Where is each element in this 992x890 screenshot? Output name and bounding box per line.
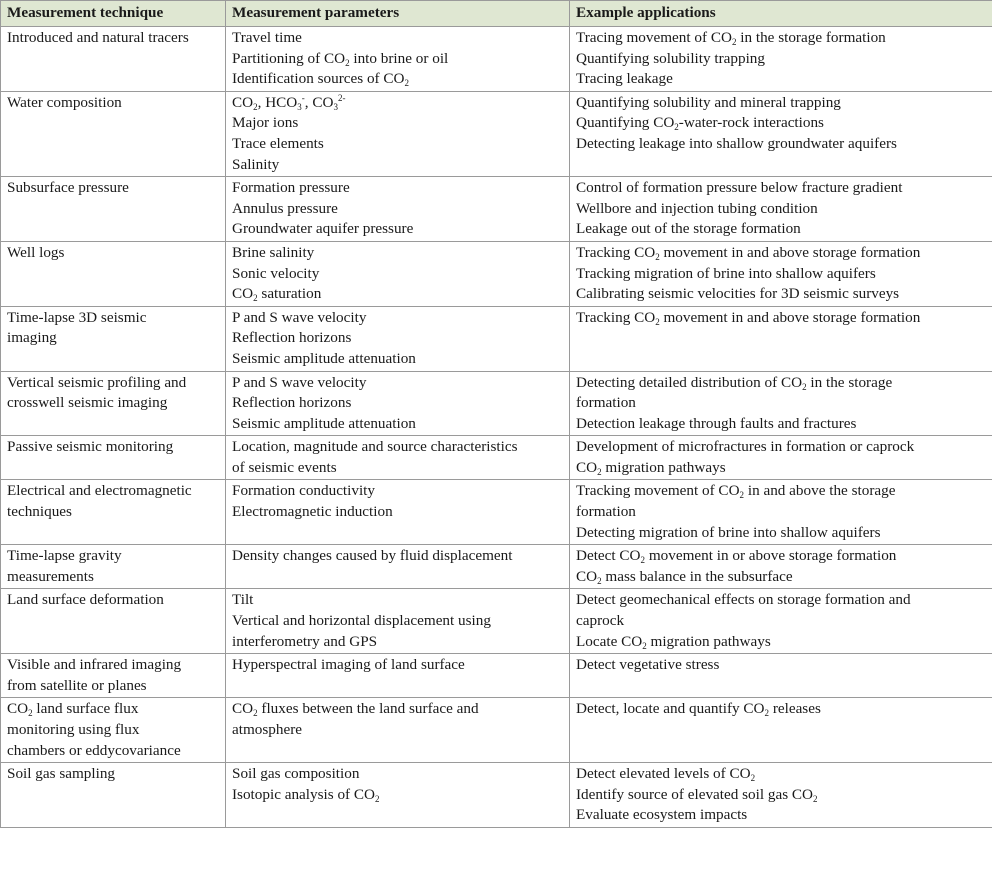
- applications-cell: [570, 306, 992, 371]
- parameters-line: Brine salinity: [232, 243, 315, 261]
- parameters-line: Reflection horizons: [232, 394, 352, 412]
- technique-cell: [1, 371, 226, 436]
- applications-cell: [570, 371, 992, 436]
- parameters-line: Soil gas composition: [232, 765, 360, 783]
- applications-line: $CO_2$ mass balance in the subsurface: [576, 567, 793, 586]
- parameters-line: Vertical and horizontal displacement using: [232, 612, 491, 630]
- table-row: [1, 763, 992, 828]
- table-row: [1, 480, 992, 545]
- parameters-cell: [226, 241, 570, 306]
- technique-line: imaging: [7, 329, 57, 347]
- applications-line: Tracking movement of $CO_2$ in and above the storage: [576, 482, 896, 501]
- parameters-line: Hyperspectral imaging of land surface: [232, 656, 465, 674]
- applications-line: Quantifying $CO_2-water$-rock interactions: [576, 114, 824, 133]
- parameters-line: Formation pressure: [232, 179, 350, 197]
- technique-line: Well logs: [7, 243, 65, 261]
- applications-line: Identify source of elevated soil gas $CO_2$: [576, 785, 818, 804]
- parameters-line: Sonic velocity: [232, 264, 320, 282]
- applications-line: $CO_2$ migration pathways: [576, 458, 726, 477]
- technique-line: techniques: [7, 503, 72, 521]
- technique-line: Electrical and electromagnetic: [7, 482, 192, 500]
- column-header-parameters: Measurement parameters: [226, 1, 570, 27]
- parameters-line: of seismic events: [232, 458, 337, 476]
- applications-line: Detection leakage through faults and fractures: [576, 414, 857, 432]
- technique-line: from satellite or planes: [7, 676, 147, 694]
- applications-line: Detect elevated levels of $CO_2$: [576, 765, 756, 784]
- parameters-cell: [226, 654, 570, 698]
- parameters-cell: [226, 698, 570, 763]
- parameters-line: Identification sources of $CO_2$: [232, 70, 409, 89]
- technique-line: chambers or eddycovariance: [7, 741, 181, 759]
- technique-cell: [1, 27, 226, 92]
- technique-line: Soil gas sampling: [7, 765, 116, 783]
- technique-line: Water composition: [7, 93, 122, 111]
- applications-line: Leakage out of the storage formation: [576, 220, 801, 238]
- applications-line: Detect vegetative stress: [576, 656, 720, 674]
- technique-line: Time-lapse gravity: [7, 547, 122, 565]
- applications-line: Detecting detailed distribution of $CO_2$ in the storage: [576, 373, 893, 392]
- column-header-technique: Measurement technique: [1, 1, 226, 27]
- technique-line: Subsurface pressure: [7, 179, 129, 197]
- column-header-applications: Example applications: [570, 1, 992, 27]
- applications-line: Tracking $CO_2$ movement in and above storage formation: [576, 243, 921, 262]
- table-row: [1, 371, 992, 436]
- applications-line: Detect $CO_2$ movement in or above storage formation: [576, 547, 897, 566]
- parameters-line: P and S wave velocity: [232, 308, 367, 326]
- table-row: [1, 91, 992, 176]
- applications-cell: [570, 91, 992, 176]
- parameters-cell: [226, 589, 570, 654]
- parameters-line: Salinity: [232, 155, 280, 173]
- technique-cell: [1, 545, 226, 589]
- technique-cell: [1, 241, 226, 306]
- technique-line: crosswell seismic imaging: [7, 394, 168, 412]
- table-row: [1, 698, 992, 763]
- applications-cell: [570, 545, 992, 589]
- applications-line: Evaluate ecosystem impacts: [576, 806, 748, 824]
- technique-cell: [1, 654, 226, 698]
- applications-cell: [570, 436, 992, 480]
- parameters-line: Groundwater aquifer pressure: [232, 220, 414, 238]
- parameters-line: Isotopic analysis of $CO_2$: [232, 785, 380, 804]
- parameters-line: $CO_2$ saturation: [232, 285, 322, 304]
- technique-line: Passive seismic monitoring: [7, 438, 174, 456]
- applications-cell: [570, 589, 992, 654]
- technique-cell: [1, 763, 226, 828]
- table-body: [1, 27, 992, 828]
- applications-line: Detect geomechanical effects on storage formation and: [576, 591, 911, 609]
- parameters-line: P and S wave velocity: [232, 373, 367, 391]
- applications-cell: [570, 480, 992, 545]
- parameters-cell: [226, 763, 570, 828]
- applications-line: Tracing movement of $CO_2$ in the storage formation: [576, 29, 886, 47]
- applications-cell: [570, 698, 992, 763]
- applications-cell: [570, 241, 992, 306]
- parameters-cell: [226, 91, 570, 176]
- parameters-line: $CO_2$ fluxes between the land surface and: [232, 700, 479, 719]
- technique-cell: [1, 589, 226, 654]
- parameters-line: Formation conductivity: [232, 482, 375, 500]
- parameters-line: Electromagnetic induction: [232, 503, 393, 521]
- parameters-line: interferometry and GPS: [232, 632, 378, 650]
- applications-cell: [570, 27, 992, 92]
- applications-line: formation: [576, 503, 636, 521]
- applications-line: Locate $CO_2$ migration pathways: [576, 632, 771, 651]
- parameters-line: atmosphere: [232, 721, 303, 738]
- applications-line: Tracing leakage: [576, 70, 673, 88]
- parameters-line: Seismic amplitude attenuation: [232, 349, 416, 367]
- applications-line: Quantifying solubility and mineral trapping: [576, 93, 841, 111]
- parameters-line: Reflection horizons: [232, 329, 352, 347]
- technique-line: Vertical seismic profiling and: [7, 373, 187, 391]
- parameters-cell: [226, 27, 570, 92]
- applications-line: Detecting leakage into shallow groundwater aquifers: [576, 134, 897, 152]
- table-row: [1, 177, 992, 242]
- applications-line: Control of formation pressure below fracture gradient: [576, 179, 903, 197]
- applications-line: caprock: [576, 612, 625, 630]
- technique-cell: [1, 698, 226, 763]
- applications-cell: [570, 763, 992, 828]
- technique-line: monitoring using flux: [7, 721, 140, 738]
- applications-cell: [570, 177, 992, 242]
- technique-line: measurements: [7, 567, 94, 585]
- parameters-cell: [226, 371, 570, 436]
- table-row: [1, 545, 992, 589]
- applications-line: Detecting migration of brine into shallow aquifers: [576, 523, 881, 541]
- applications-line: Detect, locate and quantify $CO_2$ releases: [576, 700, 821, 719]
- header-row: [1, 1, 992, 27]
- parameters-line: Annulus pressure: [232, 199, 338, 217]
- parameters-cell: [226, 436, 570, 480]
- applications-line: Wellbore and injection tubing condition: [576, 199, 818, 217]
- parameters-cell: [226, 177, 570, 242]
- technique-cell: [1, 177, 226, 242]
- parameters-line: Trace elements: [232, 134, 324, 152]
- table-row: [1, 654, 992, 698]
- applications-line: formation: [576, 394, 636, 412]
- parameters-line: Travel time: [232, 29, 302, 46]
- applications-cell: [570, 654, 992, 698]
- parameters-line: Density changes caused by fluid displacement: [232, 547, 513, 565]
- parameters-line: $CO_2$, $HCO_3^-$, $CO_3^{2-}$: [232, 92, 346, 112]
- technique-line: Visible and infrared imaging: [7, 656, 182, 674]
- parameters-line: Location, magnitude and source characteristics: [232, 438, 518, 456]
- technique-line: Introduced and natural tracers: [7, 29, 189, 46]
- parameters-cell: [226, 480, 570, 545]
- parameters-line: Tilt: [232, 591, 254, 609]
- technique-line: Land surface deformation: [7, 591, 164, 609]
- technique-cell: [1, 480, 226, 545]
- technique-line: $CO_2$ land surface flux: [7, 700, 139, 719]
- applications-line: Tracking $CO_2$ movement in and above storage formation: [576, 308, 921, 327]
- technique-cell: [1, 306, 226, 371]
- parameters-cell: [226, 545, 570, 589]
- technique-cell: [1, 436, 226, 480]
- parameters-line: Major ions: [232, 114, 299, 132]
- technique-cell: [1, 91, 226, 176]
- table-row: [1, 589, 992, 654]
- parameters-line: Partitioning of $CO_2$ into brine or oil: [232, 49, 449, 68]
- table-row: [1, 436, 992, 480]
- applications-line: Quantifying solubility trapping: [576, 49, 765, 67]
- parameters-cell: [226, 306, 570, 371]
- table-row: [1, 241, 992, 306]
- applications-line: Calibrating seismic velocities for 3D seismic surveys: [576, 285, 900, 303]
- table-row: [1, 306, 992, 371]
- parameters-line: Seismic amplitude attenuation: [232, 414, 416, 432]
- technique-line: Time-lapse 3D seismic: [7, 308, 147, 326]
- applications-line: Tracking migration of brine into shallow aquifers: [576, 264, 876, 282]
- table-row: [1, 27, 992, 92]
- applications-line: Development of microfractures in formation or caprock: [576, 438, 915, 456]
